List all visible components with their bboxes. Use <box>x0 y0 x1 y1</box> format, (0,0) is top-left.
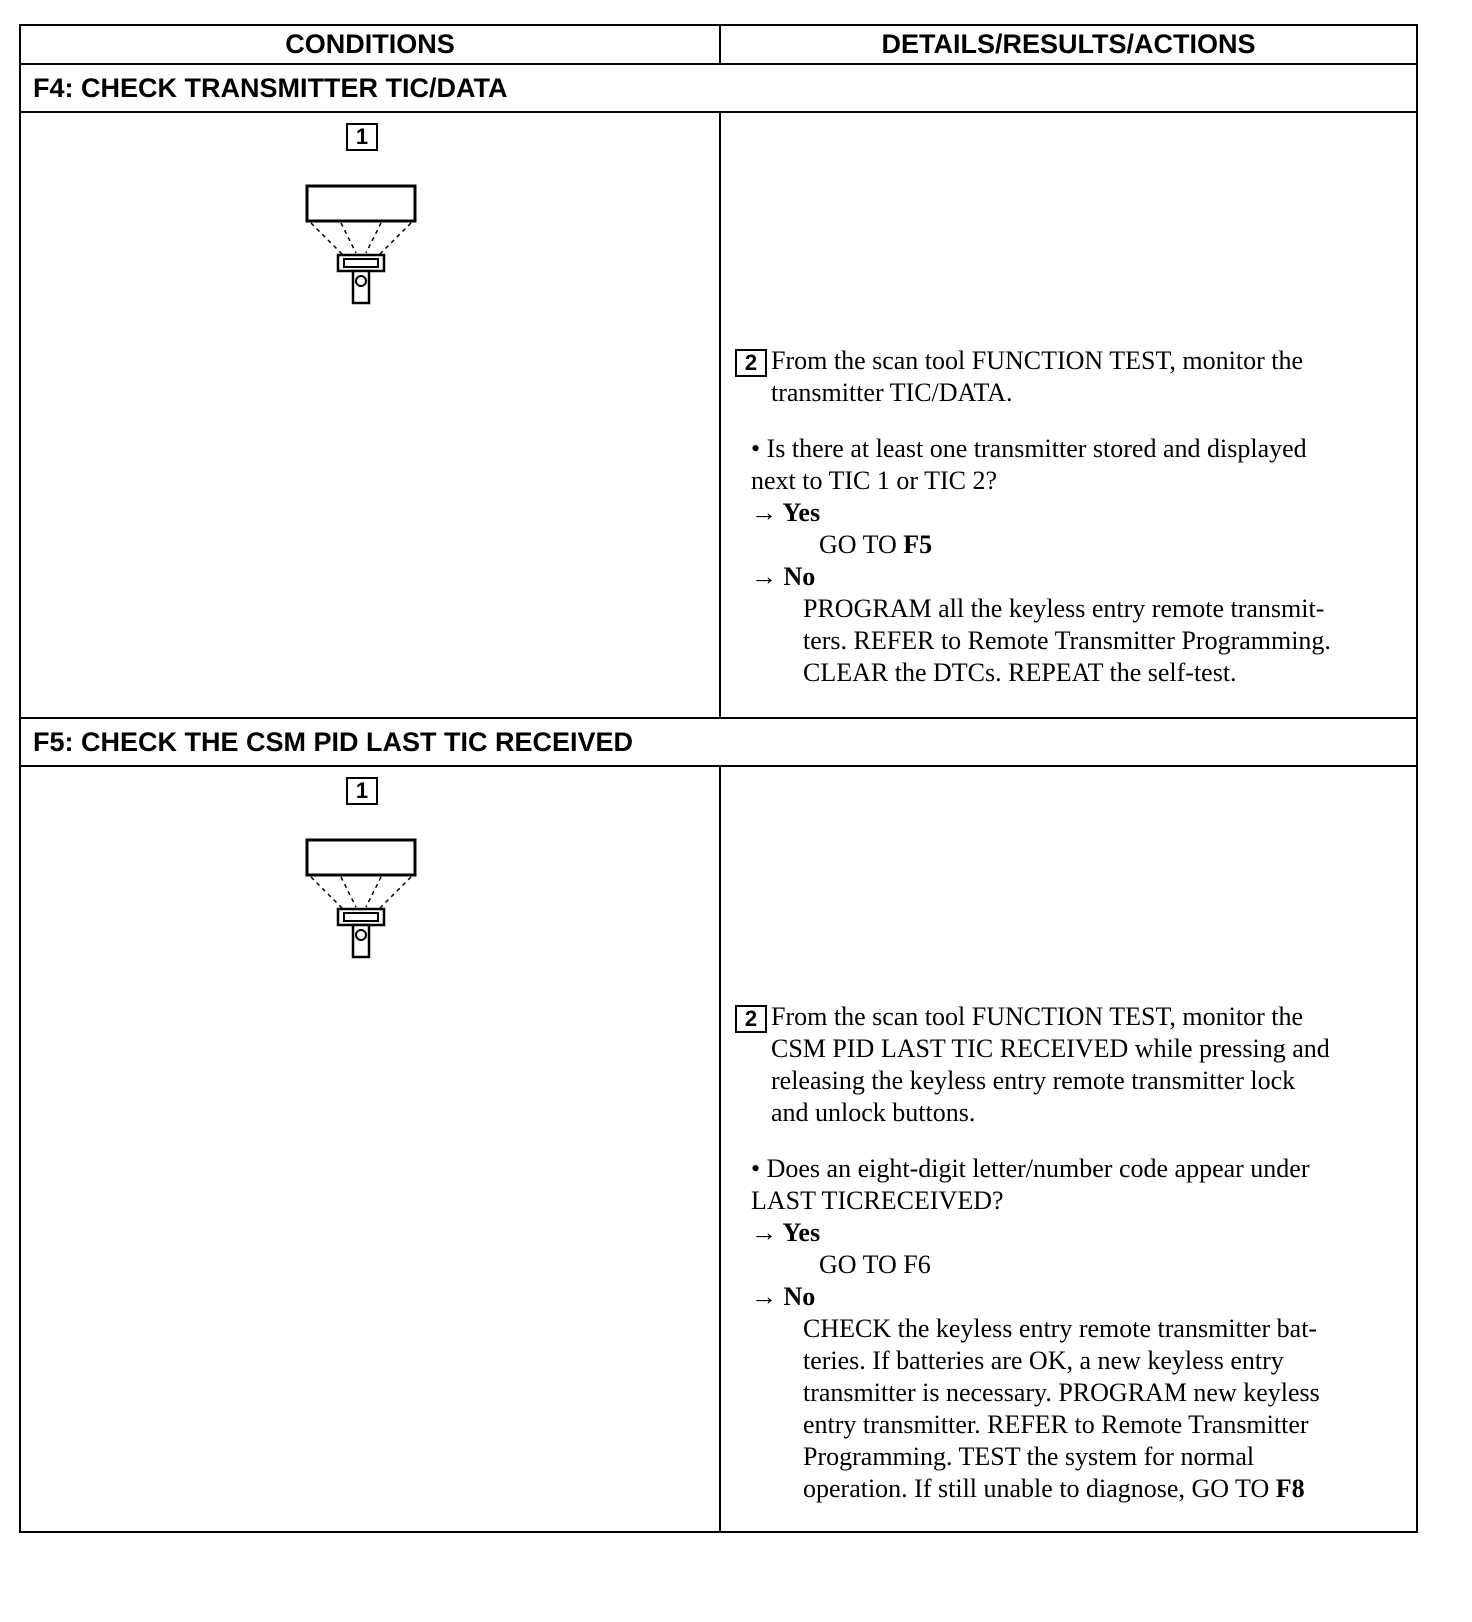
f5-no-label: → No <box>751 1282 816 1311</box>
diagnostic-table <box>19 24 1418 1533</box>
f5-question-line2: LAST TICRECEIVED? <box>751 1186 1004 1215</box>
f5-body <box>21 767 1416 1531</box>
f4-step1-number: 1 <box>346 123 378 151</box>
f4-step2-line1: From the scan tool FUNCTION TEST, monitor the <box>771 346 1303 375</box>
f4-no-line2: ters. REFER to Remote Transmitter Programming. <box>803 626 1331 655</box>
f5-step2-line1: From the scan tool FUNCTION TEST, monitor the <box>771 1002 1303 1031</box>
f4-yes-action-text: GO TO <box>819 530 904 559</box>
f5-step2-number: 2 <box>735 1005 767 1033</box>
f4-step2 <box>735 345 1406 409</box>
f5-no-line3: transmitter is necessary. PROGRAM new keyless <box>803 1378 1320 1407</box>
f5-details <box>721 767 1416 1531</box>
f5-step2-line2: CSM PID LAST TIC RECEIVED while pressing and <box>771 1034 1330 1064</box>
f5-no-line2: teries. If batteries are OK, a new keyless entry <box>803 1346 1284 1375</box>
f5-no-line1: CHECK the keyless entry remote transmitter bat- <box>803 1314 1318 1343</box>
scan-tool-icon <box>301 183 421 313</box>
f5-no-line6 <box>751 1473 1406 1505</box>
table-header <box>21 26 1416 65</box>
f5-step2-line4: and unlock buttons. <box>771 1098 976 1128</box>
details-header: DETAILS/RESULTS/ACTIONS <box>881 29 1256 59</box>
f5-step2 <box>735 1001 1406 1129</box>
f5-no-line5: Programming. TEST the system for normal <box>803 1442 1255 1471</box>
f5-conditions <box>21 767 721 1531</box>
f4-yes-action <box>751 529 1406 561</box>
f4-body <box>21 113 1416 719</box>
f4-question <box>751 433 1406 689</box>
f4-conditions <box>21 113 721 717</box>
f5-no-target: F8 <box>1275 1474 1305 1503</box>
f4-no-line3: CLEAR the DTCs. REPEAT the self-test. <box>803 658 1237 687</box>
f4-question-line1: • Is there at least one transmitter stored and displayed <box>751 434 1307 463</box>
f4-yes-target: F5 <box>903 530 933 559</box>
f5-yes-label: → Yes <box>751 1218 821 1247</box>
conditions-header: CONDITIONS <box>21 26 721 63</box>
f5-step2-line3: releasing the keyless entry remote transmitter lock <box>771 1066 1296 1096</box>
scan-tool-icon <box>301 837 421 967</box>
f4-yes-label: → Yes <box>751 498 821 527</box>
f4-step2-number: 2 <box>735 349 767 377</box>
f5-no-line4: entry transmitter. REFER to Remote Transmitter <box>803 1410 1309 1439</box>
f4-step2-line2: transmitter TIC/DATA. <box>771 378 1013 408</box>
f5-title: F5: CHECK THE CSM PID LAST TIC RECEIVED <box>21 719 1416 767</box>
f5-no-line6-text: operation. If still unable to diagnose, GO TO <box>803 1474 1276 1503</box>
f5-question-line1: • Does an eight-digit letter/number code appear under <box>751 1154 1310 1183</box>
f5-question <box>751 1153 1406 1505</box>
f4-no-label: → No <box>751 562 816 591</box>
f5-yes-action: GO TO F6 <box>819 1250 931 1279</box>
f4-title: F4: CHECK TRANSMITTER TIC/DATA <box>21 65 1416 113</box>
f4-question-line2: next to TIC 1 or TIC 2? <box>751 466 998 495</box>
f5-step1-number: 1 <box>346 777 378 805</box>
f4-details <box>721 113 1416 717</box>
f4-no-line1: PROGRAM all the keyless entry remote transmit- <box>803 594 1325 623</box>
